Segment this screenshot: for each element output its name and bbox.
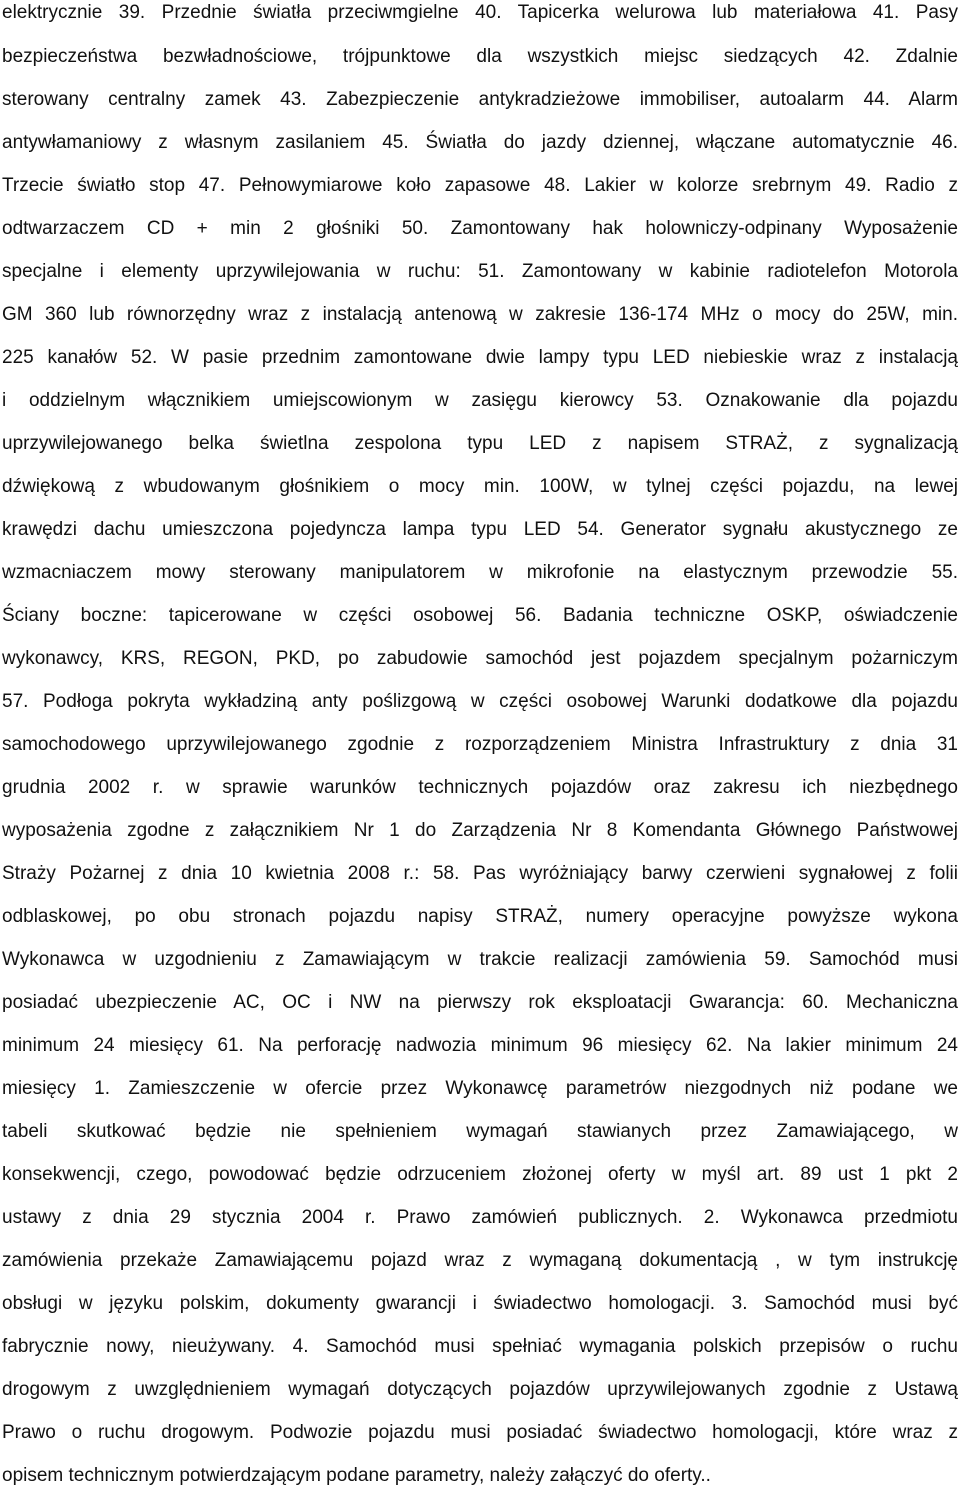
text-line: ustawy z dnia 29 stycznia 2004 r. Prawo zamówień publicznych. 2. Wykonawca przedmiotu xyxy=(2,1207,958,1228)
text-line: tabeli skutkować będzie nie spełnieniem wymagań stawianych przez Zamawiającego, w xyxy=(2,1121,958,1142)
text-line: opisem technicznym potwierdzającym podane parametry, należy załączyć do oferty.. xyxy=(2,1465,711,1486)
text-line: odtwarzaczem CD + min 2 głośniki 50. Zamontowany hak holowniczy-odpinany Wyposażenie xyxy=(2,218,958,239)
text-line: Trzecie światło stop 47. Pełnowymiarowe koło zapasowe 48. Lakier w kolorze srebrnym 49. Radio z xyxy=(2,175,958,196)
text-line: grudnia 2002 r. w sprawie warunków technicznych pojazdów oraz zakresu ich niezbędnego xyxy=(2,777,958,798)
text-line: antywłamaniowy z własnym zasilaniem 45. Światła do jazdy dziennej, włączane automatycznie 46. xyxy=(2,132,958,153)
text-line: specjalne i elementy uprzywilejowania w ruchu: 51. Zamontowany w kabinie radiotelefon Motorola xyxy=(2,261,958,282)
text-line: minimum 24 miesięcy 61. Na perforację nadwozia minimum 96 miesięcy 62. Na lakier minimum 24 xyxy=(2,1035,958,1056)
text-line: bezpieczeństwa bezwładnościowe, trójpunktowe dla wszystkich miejsc siedzących 42. Zdalnie xyxy=(2,46,958,67)
text-line: posiadać ubezpieczenie AC, OC i NW na pierwszy rok eksploatacji Gwarancja: 60. Mechaniczna xyxy=(2,992,958,1013)
text-line: obsługi w języku polskim, dokumenty gwarancji i świadectwo homologacji. 3. Samochód musi być xyxy=(2,1293,958,1314)
text-line: zamówienia przekaże Zamawiającemu pojazd wraz z wymaganą dokumentacją , w tym instrukcję xyxy=(2,1250,958,1271)
text-line: sterowany centralny zamek 43. Zabezpieczenie antykradzieżowe immobiliser, autoalarm 44. Alarm xyxy=(2,89,958,110)
text-line: fabrycznie nowy, nieużywany. 4. Samochód musi spełniać wymagania polskich przepisów o ruchu xyxy=(2,1336,958,1357)
text-line: wykonawcy, KRS, REGON, PKD, po zabudowie samochód jest pojazdem specjalnym pożarniczym xyxy=(2,648,958,669)
text-line: miesięcy 1. Zamieszczenie w ofercie przez Wykonawcę parametrów niezgodnych niż podane we xyxy=(2,1078,958,1099)
text-line: i oddzielnym włącznikiem umiejscowionym w zasięgu kierowcy 53. Oznakowanie dla pojazdu xyxy=(2,390,958,411)
text-line: elektrycznie 39. Przednie światła przeciwmgielne 40. Tapicerka welurowa lub materiałowa 41. Pasy xyxy=(2,2,958,23)
text-line: krawędzi dachu umieszczona pojedyncza lampa typu LED 54. Generator sygnału akustycznego ze xyxy=(2,519,958,540)
text-line: 57. Podłoga pokryta wykładziną anty poślizgową w części osobowej Warunki dodatkowe dla pojazdu xyxy=(2,691,958,712)
text-line: drogowym z uwzględnieniem wymagań dotyczących pojazdów uprzywilejowanych zgodnie z Ustawą xyxy=(2,1379,958,1400)
text-line: samochodowego uprzywilejowanego zgodnie z rozporządzeniem Ministra Infrastruktury z dnia 31 xyxy=(2,734,958,755)
text-line: konsekwencji, czego, powodować będzie odrzuceniem złożonej oferty w myśl art. 89 ust 1 pkt 2 xyxy=(2,1164,958,1185)
text-line: wzmacniaczem mowy sterowany manipulatorem w mikrofonie na elastycznym przewodzie 55. xyxy=(2,562,958,583)
text-line: odblaskowej, po obu stronach pojazdu napisy STRAŻ, numery operacyjne powyższe wykona xyxy=(2,906,958,927)
text-line: Wykonawca w uzgodnieniu z Zamawiającym w trakcie realizacji zamówienia 59. Samochód musi xyxy=(2,949,958,970)
text-line: Ściany boczne: tapicerowane w części osobowej 56. Badania techniczne OSKP, oświadczenie xyxy=(2,605,958,626)
text-line: wyposażenia zgodne z załącznikiem Nr 1 do Zarządzenia Nr 8 Komendanta Głównego Państwowej xyxy=(2,820,958,841)
text-line: 225 kanałów 52. W pasie przednim zamontowane dwie lampy typu LED niebieskie wraz z instalacją xyxy=(2,347,958,368)
text-line: dźwiękową z wbudowanym głośnikiem o mocy min. 100W, w tylnej części pojazdu, na lewej xyxy=(2,476,958,497)
text-line: uprzywilejowanego belka świetlna zespolona typu LED z napisem STRAŻ, z sygnalizacją xyxy=(2,433,958,454)
text-line: Prawo o ruchu drogowym. Podwozie pojazdu musi posiadać świadectwo homologacji, które wraz z xyxy=(2,1422,958,1443)
text-line: Straży Pożarnej z dnia 10 kwietnia 2008 r.: 58. Pas wyróżniający barwy czerwieni sygnałowej z folii xyxy=(2,863,958,884)
text-line: GM 360 lub równorzędny wraz z instalacją antenową w zakresie 136-174 MHz o mocy do 25W, min. xyxy=(2,304,958,325)
